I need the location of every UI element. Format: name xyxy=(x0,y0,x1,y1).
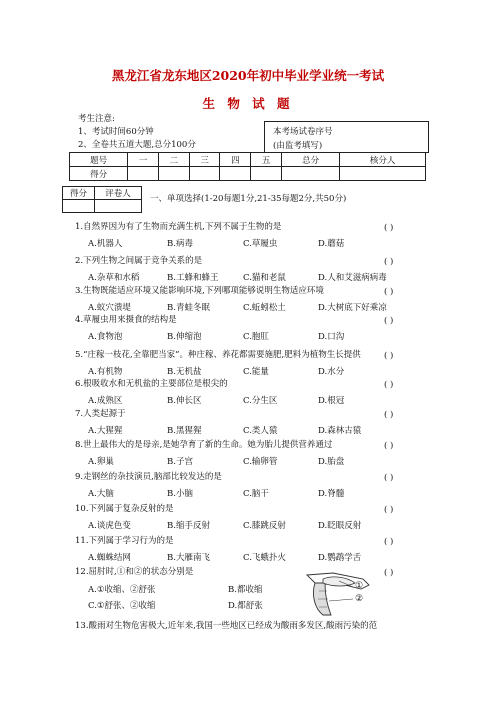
answer-option[interactable]: B.病毒 xyxy=(167,239,193,249)
score-header-cell: 总分 xyxy=(281,153,339,167)
answer-option[interactable]: C.蚯蚓松土 xyxy=(243,303,286,313)
answer-option[interactable]: A.卵巢 xyxy=(88,457,114,467)
answer-option[interactable]: C.猫和老鼠 xyxy=(243,273,286,283)
score-header-cell: 四 xyxy=(220,153,251,167)
answer-option[interactable]: A.谈虎色变 xyxy=(88,521,131,531)
section1-title: 一、单项选择(1-20每题1分,21-35每题2分,共50分) xyxy=(150,194,347,204)
answer-paren[interactable]: ( ) xyxy=(384,380,394,390)
answer-paren[interactable]: ( ) xyxy=(384,505,394,515)
score-cell[interactable] xyxy=(189,167,220,181)
question-text: 4.草履虫用来摄食的结构是 xyxy=(75,315,177,325)
question-text: 3.生物既能适应环境又能影响环境,下列哪项能够说明生物适应环境 xyxy=(75,286,324,296)
answer-option[interactable]: D.口沟 xyxy=(318,332,345,342)
answer-option[interactable]: B.缩手反射 xyxy=(167,521,210,531)
answer-option[interactable]: A.有机物 xyxy=(88,367,123,377)
answer-option[interactable]: A.食物泡 xyxy=(88,332,123,342)
answer-option[interactable]: B.伸缩泡 xyxy=(167,332,202,342)
answer-option[interactable]: B.工蜂和蜂王 xyxy=(167,273,219,283)
note-item-2: 2、全卷共五道大题,总分100分 xyxy=(78,140,196,150)
answer-paren[interactable]: ( ) xyxy=(384,316,394,326)
answer-option[interactable]: B.青蛙冬眠 xyxy=(167,303,210,313)
question-text: 9.走钢丝的杂技演员,脑部比较发达的是 xyxy=(75,472,222,482)
elbow-figure xyxy=(303,569,375,617)
answer-option[interactable]: A.大猩猩 xyxy=(88,426,123,436)
section1-grader-label: 评卷人 xyxy=(94,187,141,200)
answer-paren[interactable]: ( ) xyxy=(384,537,394,547)
answer-option[interactable]: B.无机盐 xyxy=(167,367,202,377)
answer-option[interactable]: B.大雁南飞 xyxy=(167,553,210,563)
answer-option[interactable]: C.脑干 xyxy=(243,489,269,499)
notes-heading: 考生注意: xyxy=(78,114,115,124)
figure-label-2: ② xyxy=(355,594,364,604)
figure-label-1: ① xyxy=(355,581,364,591)
seat-box-line1: 本考场试卷序号 xyxy=(273,127,333,137)
answer-option[interactable]: D.水分 xyxy=(318,367,345,377)
answer-option[interactable]: B.小脑 xyxy=(167,489,193,499)
answer-option[interactable]: D.蘑菇 xyxy=(318,239,345,249)
question-text: 10.下列属于复杂反射的是 xyxy=(75,504,174,514)
score-header-cell: 三 xyxy=(189,153,220,167)
answer-option[interactable]: A.机器人 xyxy=(88,239,123,249)
note-item-1: 1、考试时间60分钟 xyxy=(78,127,154,137)
answer-option[interactable]: C.草履虫 xyxy=(243,239,278,249)
answer-option[interactable]: B.都收缩 xyxy=(228,585,263,595)
section1-score-cell[interactable] xyxy=(63,200,95,213)
answer-option[interactable]: A.大脑 xyxy=(88,489,114,499)
score-header-cell: 一 xyxy=(128,153,159,167)
answer-option[interactable]: A.蚁穴溃堤 xyxy=(88,303,131,313)
section1-score-label: 得分 xyxy=(63,187,95,200)
answer-option[interactable]: C.①舒张、②收缩 xyxy=(88,601,156,611)
score-header-cell: 五 xyxy=(251,153,282,167)
score-header-cell: 核分人 xyxy=(340,153,426,167)
answer-paren[interactable]: ( ) xyxy=(384,473,394,483)
answer-option[interactable]: C.分生区 xyxy=(243,396,278,406)
exam-title: 黑龙江省龙东地区2020年初中毕业学业统一考试 xyxy=(111,68,385,83)
question-text: 2.下列生物之间属于竞争关系的是 xyxy=(75,256,203,266)
score-row-label: 得分 xyxy=(70,167,128,181)
answer-option[interactable]: D.胎盘 xyxy=(318,457,345,467)
question-text: 1.自然界因为有了生物而充满生机,下列不属于生物的是 xyxy=(75,222,282,232)
answer-paren[interactable]: ( ) xyxy=(384,351,394,361)
score-table xyxy=(69,152,426,181)
answer-paren[interactable]: ( ) xyxy=(384,257,394,267)
answer-option[interactable]: D.森林古猿 xyxy=(318,426,362,436)
score-cell[interactable] xyxy=(158,167,189,181)
score-header-cell: 二 xyxy=(158,153,189,167)
score-cell[interactable] xyxy=(128,167,159,181)
answer-option[interactable]: C.能量 xyxy=(243,367,269,377)
question-text: 12.屈肘时,①和②的状态分别是 xyxy=(75,567,194,577)
answer-option[interactable]: D.大树底下好乘凉 xyxy=(318,303,387,313)
score-cell[interactable] xyxy=(340,167,426,181)
answer-option[interactable]: A.成熟区 xyxy=(88,396,123,406)
answer-option[interactable]: B.黑猩猩 xyxy=(167,426,202,436)
seat-number-box xyxy=(264,121,429,153)
answer-option[interactable]: C.胞肛 xyxy=(243,332,269,342)
arm-diagram xyxy=(303,569,375,617)
answer-option[interactable]: D.鹦鹉学舌 xyxy=(318,553,362,563)
score-cell[interactable] xyxy=(251,167,282,181)
answer-option[interactable]: C.类人猿 xyxy=(243,426,278,436)
section1-score-box xyxy=(62,186,142,213)
answer-option[interactable]: A.蜘蛛结网 xyxy=(88,553,131,563)
question-text: 5.“庄稼一枝花,全靠肥当家”。种庄稼、养花都需要施肥,肥料为植物生长提供 xyxy=(75,350,361,360)
answer-option[interactable]: D.眨眼反射 xyxy=(318,521,362,531)
answer-option[interactable]: A.①收缩、②舒张 xyxy=(88,585,156,595)
answer-option[interactable]: D.脊髓 xyxy=(318,489,345,499)
score-cell[interactable] xyxy=(220,167,251,181)
question-text: 13.酸雨对生物危害极大,近年来,我国一些地区已经成为酸雨多发区,酸雨污染的范 xyxy=(75,621,378,631)
section1-grader-cell[interactable] xyxy=(94,200,141,213)
answer-paren[interactable]: ( ) xyxy=(384,223,394,233)
question-text: 7.人类起源于 xyxy=(75,409,126,419)
answer-option[interactable]: D.根冠 xyxy=(318,396,345,406)
answer-option[interactable]: B.伸长区 xyxy=(167,396,202,406)
seat-box-line2: (由监考填写) xyxy=(273,141,323,151)
answer-paren[interactable]: ( ) xyxy=(384,287,394,297)
answer-option[interactable]: C.飞蛾扑火 xyxy=(243,553,286,563)
answer-paren[interactable]: ( ) xyxy=(384,441,394,451)
question-text: 11.下列属于学习行为的是 xyxy=(75,536,174,546)
answer-paren[interactable]: ( ) xyxy=(384,410,394,420)
question-text: 8.世上最伟大的是母亲,是她孕育了新的生命。她为胎儿提供营养通过 xyxy=(75,440,333,450)
answer-option[interactable]: D.人和艾滋病病毒 xyxy=(318,273,387,283)
answer-option[interactable]: B.子宫 xyxy=(167,457,193,467)
answer-option[interactable]: A.杂草和水稻 xyxy=(88,273,140,283)
score-header-cell: 题号 xyxy=(70,153,128,167)
subject-title: 生 物 试 题 xyxy=(202,96,294,111)
answer-option[interactable]: C.膝跳反射 xyxy=(243,521,286,531)
score-cell[interactable] xyxy=(281,167,339,181)
answer-option[interactable]: C.输卵管 xyxy=(243,457,278,467)
answer-option[interactable]: D.都舒张 xyxy=(228,601,263,611)
question-text: 6.根吸收水和无机盐的主要部位是根尖的 xyxy=(75,379,228,389)
answer-paren[interactable]: ( ) xyxy=(384,568,394,578)
